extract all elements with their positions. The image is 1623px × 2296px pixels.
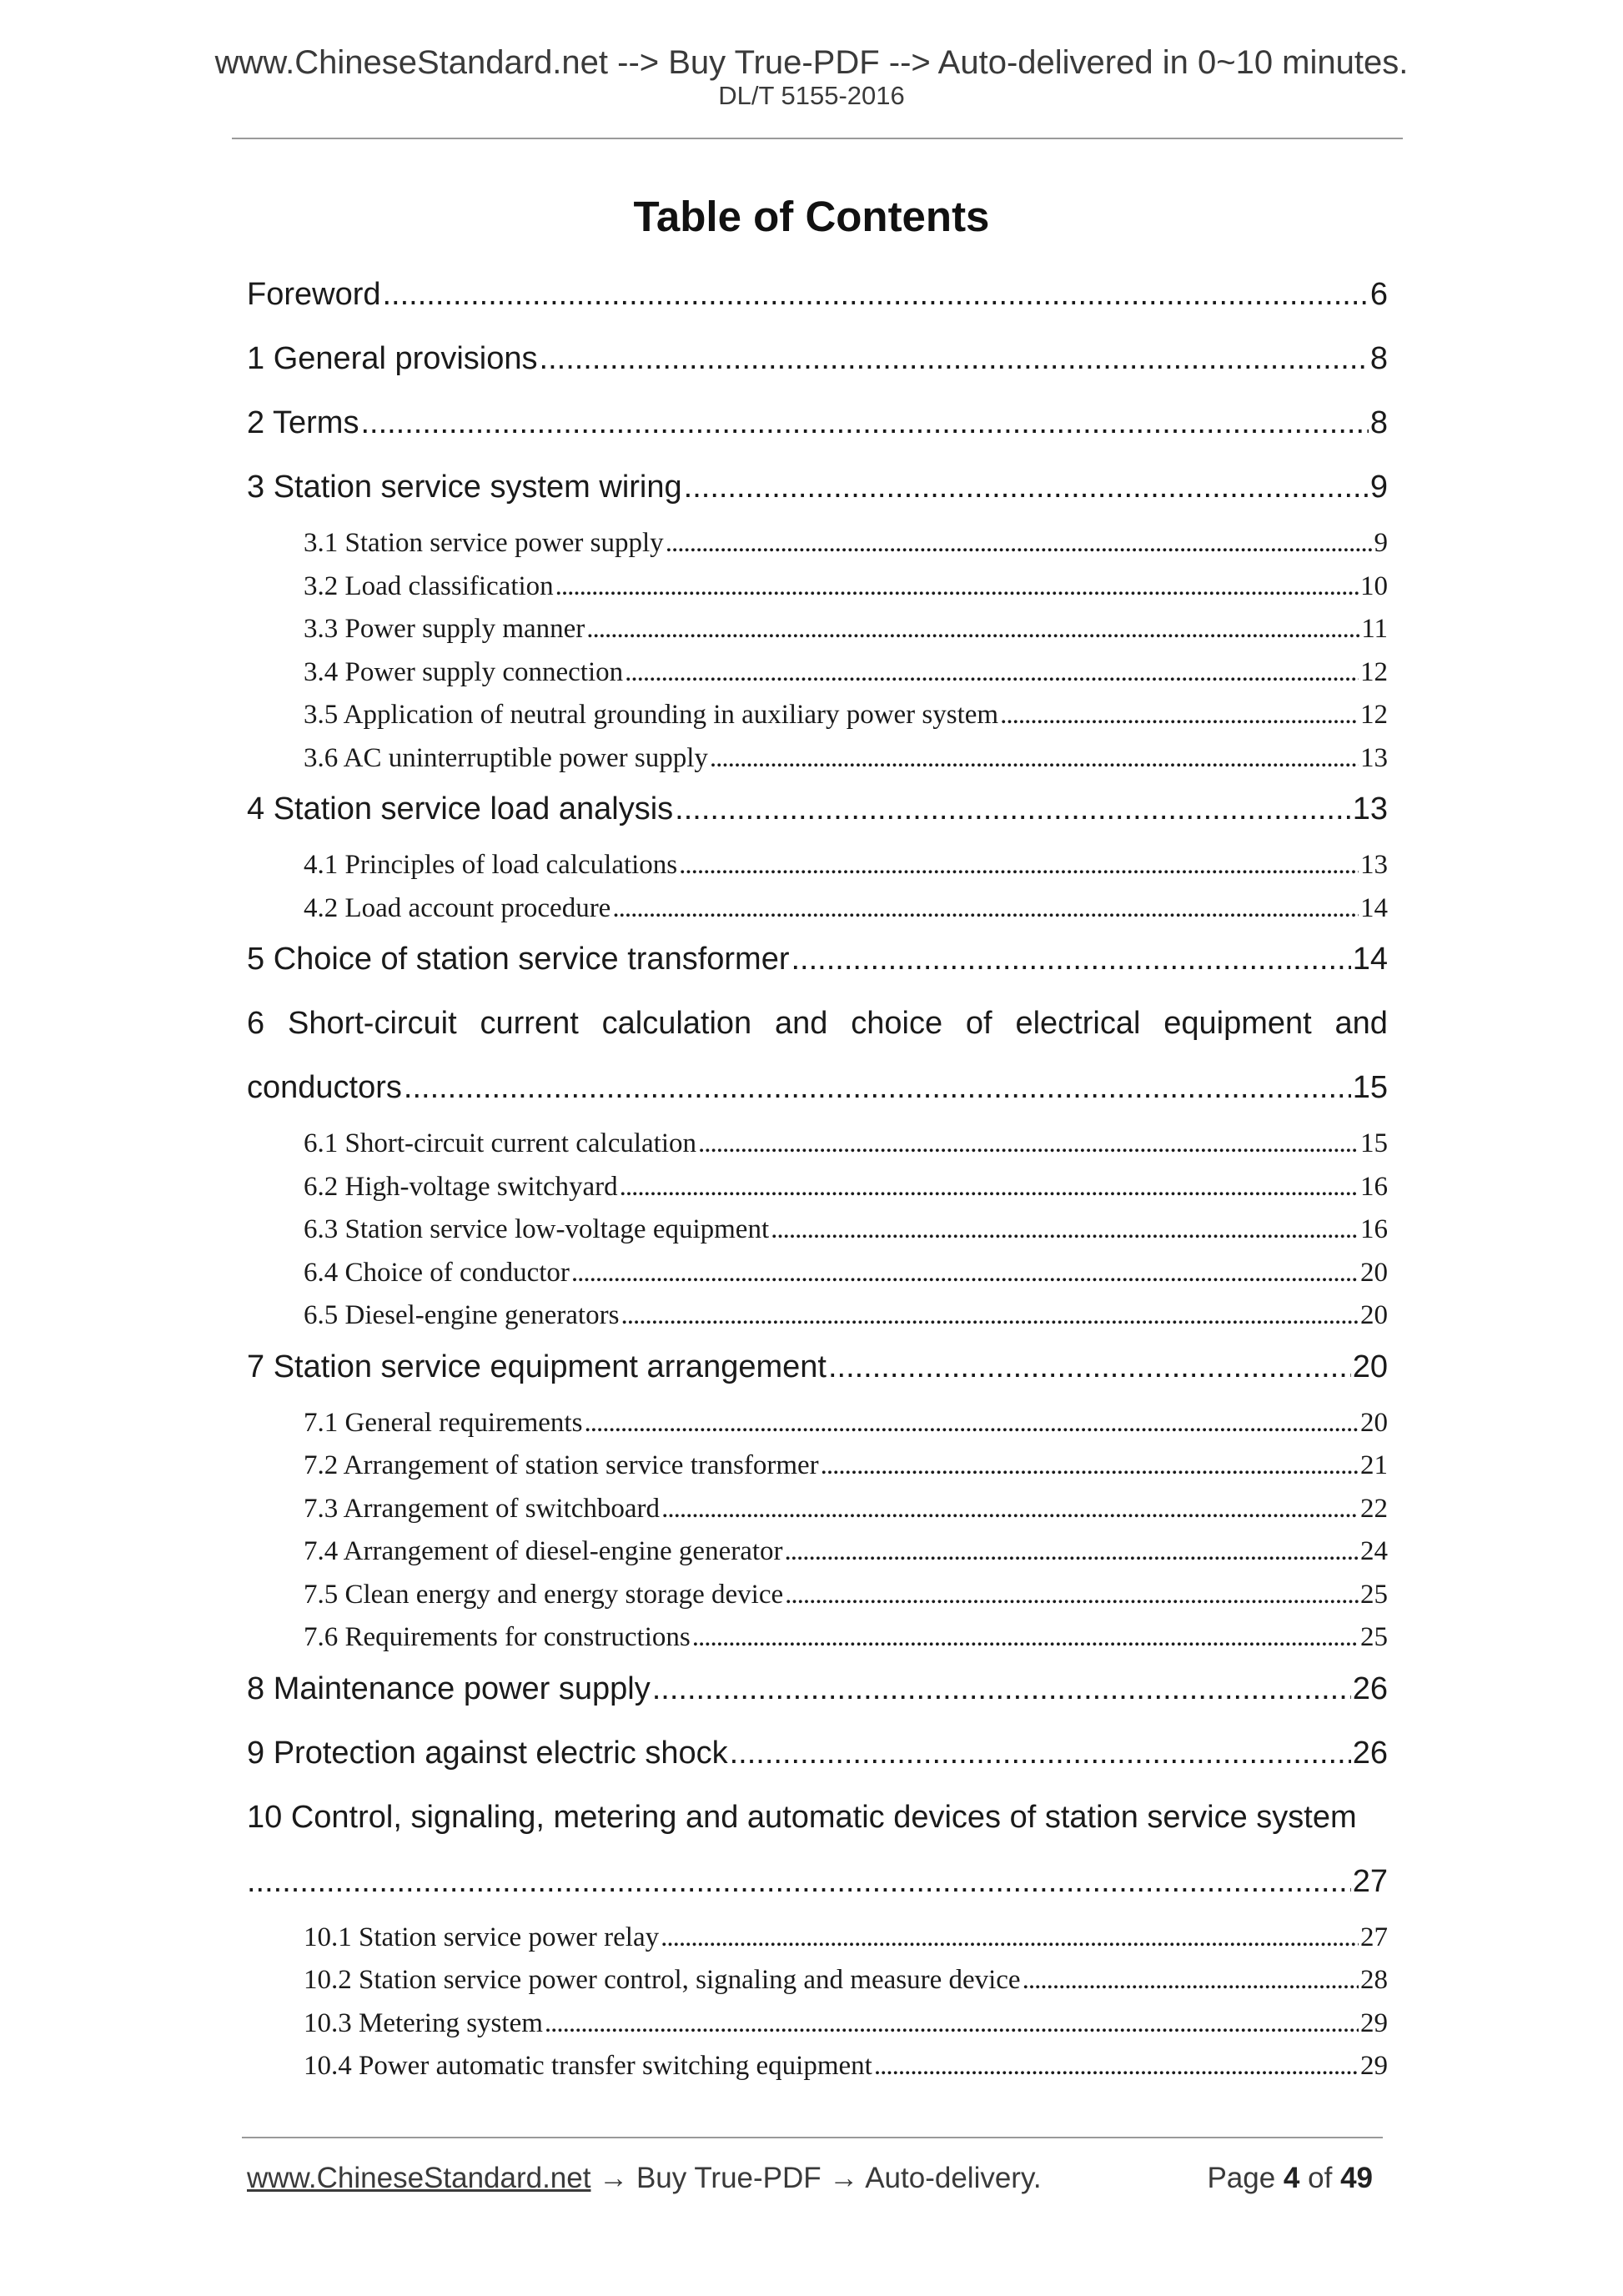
page-label: Page [1207, 2162, 1276, 2194]
toc-subentry[interactable] [247, 1166, 1388, 1209]
toc-entry-title: 4 Station service load analysis [247, 791, 674, 826]
toc-subentry[interactable] [247, 1208, 1388, 1252]
page-indicator [1207, 2160, 1373, 2197]
toc-word: current [480, 1006, 579, 1041]
dot-leader [652, 1660, 1351, 1718]
toc-page-number: 13 [1352, 791, 1388, 826]
toc-subentry-title: 10.2 Station service power control, signaling and measure device [304, 1965, 1021, 1995]
dot-leader [771, 1208, 1359, 1252]
page-footer [247, 2160, 1388, 2197]
toc-page-number: 20 [1360, 1257, 1388, 1288]
toc-entry-title: 9 Protection against electric shock [247, 1735, 728, 1771]
toc-subentry-title: 6.1 Short-circuit current calculation [304, 1128, 696, 1158]
footer-site-link[interactable]: www.ChineseStandard.net [247, 2162, 591, 2194]
dot-leader [1023, 1959, 1359, 2002]
dot-leader [730, 1724, 1351, 1782]
toc-entry-section-2[interactable] [247, 394, 1388, 458]
toc-subentry-title: 10.3 Metering system [304, 2007, 543, 2038]
toc-page-number: 13 [1360, 850, 1388, 880]
toc-subentry[interactable] [247, 1616, 1388, 1660]
toc-page-number: 9 [1369, 470, 1388, 505]
toc-subentry-title: 6.3 Station service low-voltage equipment [304, 1214, 770, 1244]
toc-page-number: 29 [1360, 2007, 1388, 2038]
dot-leader [661, 1488, 1359, 1531]
toc-word: 6 [247, 1006, 265, 1041]
toc-page-number: 9 [1374, 528, 1388, 558]
toc-subentry[interactable] [247, 1252, 1388, 1295]
table-of-contents [247, 265, 1388, 2088]
toc-page-number: 29 [1360, 2051, 1388, 2081]
toc-entry-title: 8 Maintenance power supply [247, 1671, 651, 1706]
toc-page-number: 24 [1360, 1536, 1388, 1566]
toc-entry-foreword[interactable] [247, 265, 1388, 329]
dot-leader [821, 1444, 1359, 1488]
toc-page-number: 14 [1352, 942, 1388, 977]
toc-entry-section-9[interactable] [247, 1724, 1388, 1788]
toc-subentry-title: 3.2 Load classification [304, 570, 554, 601]
of-label: of [1308, 2162, 1333, 2194]
toc-subentry[interactable] [247, 608, 1388, 651]
dot-leader [612, 887, 1359, 931]
toc-page-number: 26 [1352, 1671, 1388, 1706]
toc-page-number: 12 [1360, 700, 1388, 730]
toc-subentry-title: 4.2 Load account procedure [304, 892, 611, 923]
current-page-number: 4 [1283, 2162, 1300, 2194]
toc-page-number: 25 [1360, 1622, 1388, 1652]
header-divider [232, 138, 1403, 139]
arrow-right-icon: → [829, 2162, 859, 2194]
toc-subentry[interactable] [247, 1574, 1388, 1617]
toc-subentry-title: 3.6 AC uninterruptible power supply [304, 742, 708, 773]
toc-subentry[interactable] [247, 2002, 1388, 2046]
toc-subentry-title: 3.1 Station service power supply [304, 528, 664, 558]
dot-leader [710, 737, 1359, 781]
dot-leader [785, 1574, 1359, 1617]
toc-word: Short-circuit [287, 1006, 457, 1041]
dot-leader [404, 1058, 1351, 1117]
toc-subentry[interactable] [247, 1917, 1388, 1960]
dot-leader [620, 1166, 1359, 1209]
toc-entry-title: 1 General provisions [247, 341, 538, 376]
dot-leader [666, 522, 1373, 565]
toc-subentry[interactable] [247, 2045, 1388, 2088]
toc-subentry-title: 10.4 Power automatic transfer switching equipment [304, 2051, 872, 2081]
toc-subentry-title: 7.6 Requirements for constructions [304, 1622, 691, 1652]
toc-page-number: 28 [1360, 1965, 1388, 1995]
toc-subentry-title: 6.4 Choice of conductor [304, 1257, 570, 1288]
toc-page-number: 6 [1369, 277, 1388, 312]
toc-entry-title: conductors [247, 1070, 402, 1105]
dot-leader [675, 780, 1351, 838]
dot-leader [545, 2002, 1359, 2046]
dot-leader [679, 844, 1359, 887]
toc-page-number: 15 [1360, 1128, 1388, 1158]
toc-subentry-title: 6.5 Diesel-engine generators [304, 1300, 620, 1330]
toc-entry-section-6-line2[interactable] [247, 1058, 1388, 1123]
dot-leader [625, 651, 1359, 695]
toc-entry-title: 7 Station service equipment arrangement [247, 1349, 827, 1384]
toc-page-number: 8 [1369, 341, 1388, 376]
toc-subentry[interactable] [247, 1123, 1388, 1166]
toc-subentry[interactable] [247, 844, 1388, 887]
dot-leader [555, 565, 1359, 609]
dot-leader [360, 394, 1368, 452]
dot-leader [584, 1402, 1359, 1445]
toc-page-number: 10 [1360, 570, 1388, 601]
footer-auto-text: Auto-delivery. [865, 2162, 1042, 2194]
toc-entry-title: 5 Choice of station service transformer [247, 942, 790, 977]
arrow-right-icon: → [599, 2162, 629, 2194]
dot-leader [621, 1294, 1359, 1338]
toc-page-number: 25 [1360, 1579, 1388, 1610]
toc-entry-section-8[interactable] [247, 1660, 1388, 1724]
toc-page-number: 22 [1360, 1493, 1388, 1524]
header-banner: www.ChineseStandard.net --> Buy True-PDF --> Auto-delivered in 0~10 minutes. [214, 44, 1409, 81]
toc-entry-section-4[interactable] [247, 780, 1388, 844]
toc-subentry[interactable] [247, 565, 1388, 609]
toc-entry-title: 10 Control, signaling, metering and automatic devices of station service system [247, 1799, 1357, 1835]
footer-promo [247, 2160, 1042, 2197]
toc-page-number: 20 [1352, 1349, 1388, 1384]
toc-page-number: 20 [1360, 1300, 1388, 1330]
toc-page-number: 13 [1360, 742, 1388, 773]
footer-buy-text: Buy True-PDF [636, 2162, 822, 2194]
dot-leader [540, 329, 1369, 388]
toc-word: electrical [1015, 1006, 1141, 1041]
toc-subentry-title: 10.1 Station service power relay [304, 1922, 660, 1952]
toc-page-number: 27 [1360, 1922, 1388, 1952]
footer-divider [242, 2137, 1383, 2138]
dot-leader [828, 1338, 1351, 1396]
toc-entry-section-7[interactable] [247, 1338, 1388, 1402]
document-code: DL/T 5155-2016 [718, 81, 905, 110]
toc-entry-section-1[interactable] [247, 329, 1388, 394]
toc-entry-title: 2 Terms [247, 405, 359, 440]
toc-subentry-title: 7.4 Arrangement of diesel-engine generator [304, 1536, 783, 1566]
toc-subentry-title: 7.5 Clean energy and energy storage device [304, 1579, 784, 1610]
toc-word: of [965, 1006, 992, 1041]
toc-page-number: 26 [1352, 1735, 1388, 1771]
toc-subentry[interactable] [247, 737, 1388, 781]
toc-subentry[interactable] [247, 1959, 1388, 2002]
toc-subentry-title: 6.2 High-voltage switchyard [304, 1171, 618, 1202]
toc-page-number: 11 [1361, 614, 1388, 644]
dot-leader [247, 1852, 1351, 1911]
toc-subentry[interactable] [247, 1488, 1388, 1531]
toc-page-number: 16 [1360, 1171, 1388, 1202]
dot-leader [874, 2045, 1359, 2088]
toc-page-number: 14 [1360, 892, 1388, 923]
toc-entry-title: Foreword [247, 277, 381, 312]
dot-leader [1000, 694, 1359, 737]
toc-entry-section-5[interactable] [247, 930, 1388, 994]
toc-subentry[interactable] [247, 694, 1388, 737]
toc-subentry-title: 7.2 Arrangement of station service transformer [304, 1450, 819, 1480]
toc-subentry-title: 4.1 Principles of load calculations [304, 850, 678, 880]
dot-leader [571, 1252, 1359, 1295]
dot-leader [661, 1917, 1359, 1960]
toc-word: and [1334, 1006, 1388, 1041]
toc-subentry-title: 7.3 Arrangement of switchboard [304, 1493, 661, 1524]
toc-subentry[interactable] [247, 1444, 1388, 1488]
toc-subentry[interactable] [247, 651, 1388, 695]
toc-subentry-title: 3.4 Power supply connection [304, 656, 624, 687]
toc-subentry-title: 7.1 General requirements [304, 1407, 583, 1438]
toc-page-number: 27 [1352, 1863, 1388, 1899]
dot-leader [586, 608, 1359, 651]
toc-subentry[interactable] [247, 1530, 1388, 1574]
toc-subentry[interactable] [247, 1294, 1388, 1338]
toc-subentry[interactable] [247, 887, 1388, 931]
toc-page-number: 16 [1360, 1214, 1388, 1244]
toc-page-number: 12 [1360, 656, 1388, 687]
dot-leader [698, 1123, 1359, 1166]
toc-word: calculation [601, 1006, 752, 1041]
dot-leader [383, 265, 1369, 324]
toc-subentry[interactable] [247, 522, 1388, 565]
toc-entry-title: 3 Station service system wiring [247, 470, 682, 505]
toc-word: and [775, 1006, 828, 1041]
total-pages: 49 [1340, 2162, 1373, 2194]
toc-page-number: 21 [1360, 1450, 1388, 1480]
dot-leader [684, 458, 1369, 516]
toc-subentry-title: 3.5 Application of neutral grounding in auxiliary power system [304, 700, 999, 730]
toc-entry-section-10-line1[interactable] [247, 1788, 1388, 1852]
dot-leader [785, 1530, 1359, 1574]
toc-word: choice [851, 1006, 943, 1041]
dot-leader [692, 1616, 1359, 1660]
toc-entry-section-10-line2[interactable] [247, 1852, 1388, 1917]
toc-word: equipment [1163, 1006, 1312, 1041]
toc-subentry[interactable] [247, 1402, 1388, 1445]
toc-page-number: 20 [1360, 1407, 1388, 1438]
toc-entry-section-6-line1[interactable] [247, 994, 1388, 1058]
toc-page-number: 8 [1369, 405, 1388, 440]
dot-leader [791, 930, 1351, 988]
toc-entry-section-3[interactable] [247, 458, 1388, 522]
toc-page-number: 15 [1352, 1070, 1388, 1105]
page-title: Table of Contents [633, 193, 990, 240]
toc-subentry-title: 3.3 Power supply manner [304, 614, 585, 644]
